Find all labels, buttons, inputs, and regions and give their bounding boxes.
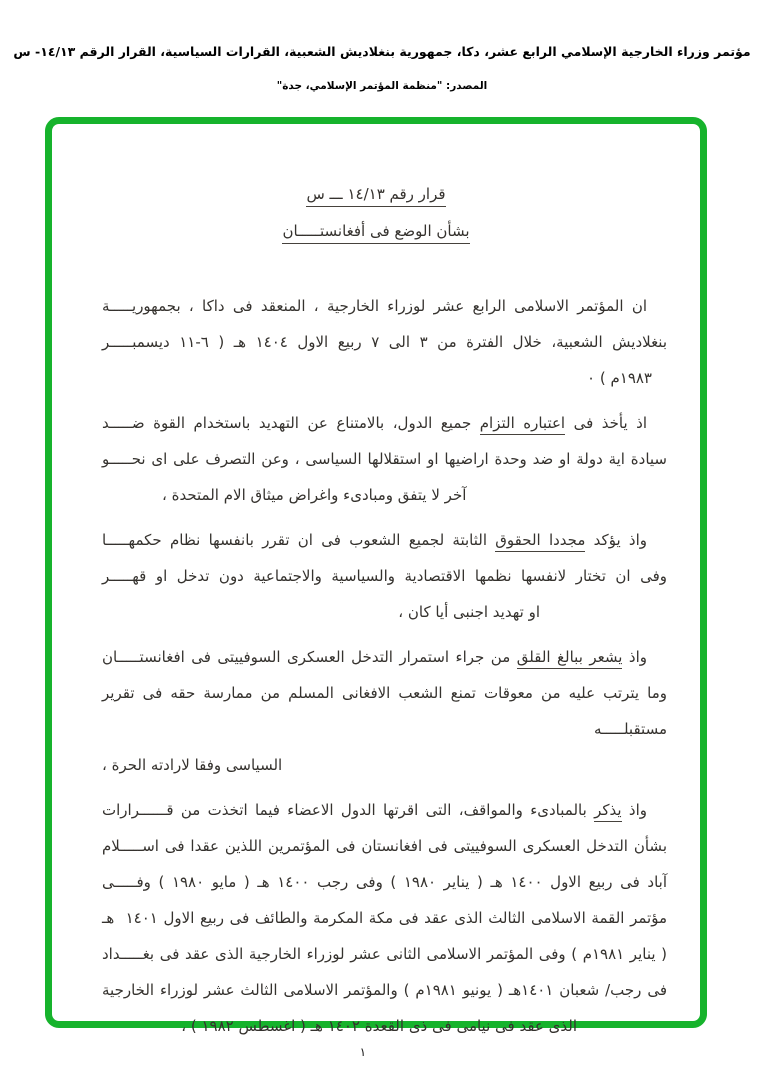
text-segment: واذ يؤكد: [585, 531, 647, 549]
document-line: [102, 405, 667, 441]
paragraph-1: [102, 288, 667, 396]
text-segment: جميع الدول، بالامتناع عن التهديد باستخدام القوة ضـــــد: [102, 414, 480, 432]
resolution-body: [52, 288, 700, 1044]
scan-frame: [45, 117, 707, 1035]
document-line: [102, 900, 667, 936]
text-segment: اذ يأخذ فى: [565, 414, 648, 432]
text-segment: ان المؤتمر الاسلامى الرابع عشر لوزراء الخارجية ، المنعقد فى داكا ، بجمهوريـــــة: [102, 297, 647, 315]
text-segment: فى رجب/ شعبان ١٤٠١هـ ( يونيو ١٩٨١م ) والمؤتمر الاسلامى الثالث عشر لوزراء الخارجية: [102, 981, 667, 999]
resolution-subject-title: [52, 213, 700, 250]
text-segment: ١٩٨٣م ) ٠: [587, 369, 652, 387]
document-line: [102, 675, 667, 747]
text-segment: ( يناير ١٩٨١م ) وفى المؤتمر الاسلامى الثانى عشر لوزراء الخارجية الذى عقد فى بغـــــداد: [102, 945, 667, 963]
text-segment: بنغلاديش الشعبية، خلال الفترة من ٣ الى ٧ ربيع الاول ١٤٠٤ هـ ( ⁦٦-١١⁩ ديسمبـــــر: [102, 333, 668, 351]
resolution-title-block: [52, 176, 700, 250]
text-segment: من جراء استمرار التدخل العسكرى السوفييتى فى افغانستـــــان: [102, 648, 517, 666]
document-line: [102, 324, 667, 360]
text-segment: او تهديد اجنبى أيا كان ،: [398, 603, 540, 621]
resolution-number-text: قرار رقم ١٤/١٣ ـــ س: [306, 185, 445, 207]
document-line: [102, 594, 667, 630]
text-segment: واذ: [622, 648, 647, 666]
document-line: [102, 288, 667, 324]
document-line: [102, 360, 667, 396]
text-segment: سيادة اية دولة او ضد وحدة اراضيها او استقلالها السياسى ، وعن التصرف على اى نحـــــو: [102, 450, 667, 468]
paragraph-5: [102, 792, 667, 1044]
text-segment: واذ: [621, 801, 648, 819]
text-segment: السياسى وفقا لارادته الحرة ،: [102, 756, 283, 774]
text-segment: الثابتة لجميع الشعوب فى ان تقرر بانفسها نظام حكمهـــــا: [102, 531, 496, 549]
text-segment: بشأن التدخل العسكرى السوفييتى فى افغانستان فى المؤتمرين اللذين عقدا فى اســـــلام: [102, 837, 667, 855]
resolution-subject-text: بشأن الوضع فى أفغانستـــــان: [282, 222, 469, 244]
document-line: [102, 441, 667, 477]
text-segment: وفى ان تختار لانفسها نظمها الاقتصادية والسياسية والاجتماعية دون تدخل او قهـــــر: [102, 567, 667, 585]
text-segment: بالمبادىء والمواقف، التى اقرتها الدول الاعضاء فيما اتخذت من قــــــرارات: [102, 801, 595, 819]
text-segment: الذى عقد فى نيامى فى ذى القعدة ١٤٠٢ هـ ( اغسطس ١٩٨٢ ) ،: [181, 1017, 577, 1035]
document-header-title: مؤتمر وزراء الخارجية الإسلامي الرابع عشر، دكا، جمهورية بنغلاديش الشعبية، القرارات السياسية، القرار الرقم ١٤/١٣- س: [13, 44, 751, 59]
text-segment: آباد فى ربيع الاول ١٤٠٠ هـ ( يناير ١٩٨٠ ) وفى رجب ١٤٠٠ هـ ( مايو ١٩٨٠ ) وفـــــى: [102, 873, 668, 891]
text-segment: وما يترتب عليه من معوقات تمنع الشعب الافغانى المسلم من ممارسة حقه فى تقرير مستقبلـــــه: [102, 684, 667, 738]
paragraph-3: [102, 522, 667, 630]
text-segment: مؤتمر القمة الاسلامى الثالث الذى عقد فى مكة المكرمة والطائف فى ربيع الاول ١٤٠١ هـ: [102, 909, 667, 927]
document-line: [102, 639, 667, 675]
resolution-number-title: [52, 176, 700, 213]
document-source: المصدر: "منظمة المؤتمر الإسلامي، جدة": [276, 80, 488, 92]
document-line: [102, 792, 667, 828]
document-line: [102, 558, 667, 594]
document-line: [102, 747, 667, 783]
underlined-phrase: يشعر ببالغ القلق: [517, 648, 623, 669]
document-line: [102, 864, 667, 900]
document-line: [102, 1008, 667, 1044]
text-segment: آخر لا يتفق ومبادىء واغراض ميثاق الام المتحدة ،: [162, 486, 467, 504]
document-line: [102, 828, 667, 864]
page-number: ١: [359, 1045, 367, 1059]
underlined-phrase: يذكر: [594, 801, 621, 822]
underlined-phrase: مجددا الحقوق: [495, 531, 585, 552]
document-line: [102, 972, 667, 1008]
document-line: [102, 522, 667, 558]
paragraph-2: [102, 405, 667, 513]
document-line: [102, 477, 667, 513]
paragraph-4: [102, 639, 667, 783]
document-line: [102, 936, 667, 972]
underlined-phrase: اعتباره التزام: [480, 414, 565, 435]
